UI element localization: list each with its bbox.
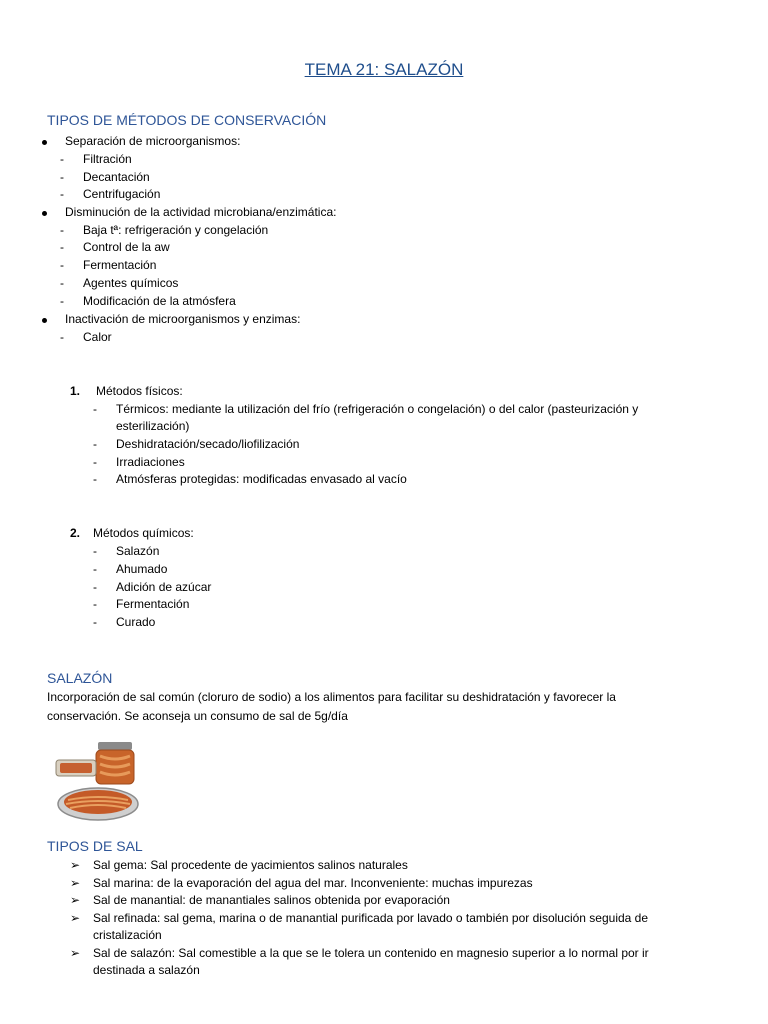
salt-item-continuation: cristalización <box>93 928 162 942</box>
dash: - <box>93 437 97 451</box>
dash: - <box>93 562 97 576</box>
arrow-bullet-icon: ➢ <box>70 858 81 872</box>
group-label: Separación de microorganismos: <box>65 134 241 148</box>
section-heading-salazon: SALAZÓN <box>47 670 113 686</box>
arrow-bullet-icon: ➢ <box>70 893 81 907</box>
dash: - <box>60 240 64 254</box>
salt-desc: Sal procedente de yacimientos salinos naturales <box>147 858 408 872</box>
list-item: Deshidratación/secado/liofilización <box>116 437 300 451</box>
salt-desc: sal gema, marina o de manantial purificada por lavado o también por disolución seguida de <box>160 911 649 925</box>
salt-item <box>93 911 648 926</box>
salt-item <box>93 876 533 891</box>
salt-term: Sal gema: <box>93 858 148 872</box>
list-item-continuation: esterilización) <box>116 419 190 433</box>
list-item: Decantación <box>83 170 150 184</box>
dash: - <box>93 472 97 486</box>
list-item: Control de la aw <box>83 240 170 254</box>
salt-desc: Sal comestible a la que se le tolera un contenido en magnesio superior a lo normal por ir <box>175 946 649 960</box>
numbered-label: Métodos químicos: <box>93 526 194 540</box>
list-item: Térmicos: mediante la utilización del frío (refrigeración o congelación) o del calor (pasteurización y <box>116 402 639 416</box>
salt-item <box>93 858 408 873</box>
salt-desc: de la evaporación del agua del mar. Inconveniente: muchas impurezas <box>153 876 533 890</box>
numbered-marker: 2. <box>70 526 81 540</box>
dash: - <box>93 455 97 469</box>
dash: - <box>93 544 97 558</box>
list-item: Salazón <box>116 544 160 558</box>
dash: - <box>60 276 64 290</box>
list-item: Fermentación <box>83 258 157 272</box>
list-item: Atmósferas protegidas: modificadas envasado al vacío <box>116 472 407 486</box>
section-heading-salt-types: TIPOS DE SAL <box>47 838 143 854</box>
list-item: Filtración <box>83 152 132 166</box>
arrow-bullet-icon: ➢ <box>70 876 81 890</box>
arrow-bullet-icon: ➢ <box>70 911 81 925</box>
dash: - <box>93 597 97 611</box>
salt-item <box>93 893 450 908</box>
bullet-dot <box>42 318 47 323</box>
dash: - <box>60 223 64 237</box>
list-item: Modificación de la atmósfera <box>83 294 236 308</box>
group-label: Inactivación de microorganismos y enzimas: <box>65 312 301 326</box>
dash: - <box>60 187 64 201</box>
bullet-dot <box>42 211 47 216</box>
list-item: Curado <box>116 615 156 629</box>
salt-term: Sal de salazón: <box>93 946 176 960</box>
salt-item <box>93 946 649 961</box>
anchovies-illustration <box>52 738 144 824</box>
salt-term: Sal refinada: <box>93 911 161 925</box>
salt-desc: de manantiales salinos obtenida por evaporación <box>185 893 450 907</box>
dash: - <box>93 615 97 629</box>
bullet-dot <box>42 140 47 145</box>
numbered-label: Métodos físicos: <box>96 384 183 398</box>
dash: - <box>93 580 97 594</box>
group-label: Disminución de la actividad microbiana/enzimática: <box>65 205 337 219</box>
list-item: Baja tª: refrigeración y congelación <box>83 223 269 237</box>
list-item: Calor <box>83 330 112 344</box>
dash: - <box>60 152 64 166</box>
page-title: TEMA 21: SALAZÓN <box>304 60 464 79</box>
list-item: Fermentación <box>116 597 190 611</box>
paragraph-line: conservación. Se aconseja un consumo de sal de 5g/día <box>47 709 348 723</box>
list-item: Irradiaciones <box>116 455 185 469</box>
salt-term: Sal de manantial: <box>93 893 186 907</box>
list-item: Adición de azúcar <box>116 580 212 594</box>
list-item: Centrifugación <box>83 187 161 201</box>
dash: - <box>60 294 64 308</box>
list-item: Agentes químicos <box>83 276 179 290</box>
dash: - <box>60 330 64 344</box>
dash: - <box>93 402 97 416</box>
paragraph-line: Incorporación de sal común (cloruro de sodio) a los alimentos para facilitar su deshidratación y favorecer la <box>47 690 616 704</box>
dash: - <box>60 170 64 184</box>
arrow-bullet-icon: ➢ <box>70 946 81 960</box>
salt-item-continuation: destinada a salazón <box>93 963 200 977</box>
list-item: Ahumado <box>116 562 168 576</box>
anchovies-image <box>52 738 144 824</box>
section-heading-methods: TIPOS DE MÉTODOS DE CONSERVACIÓN <box>47 112 327 128</box>
salt-term: Sal marina: <box>93 876 154 890</box>
numbered-marker: 1. <box>70 384 81 398</box>
dash: - <box>60 258 64 272</box>
